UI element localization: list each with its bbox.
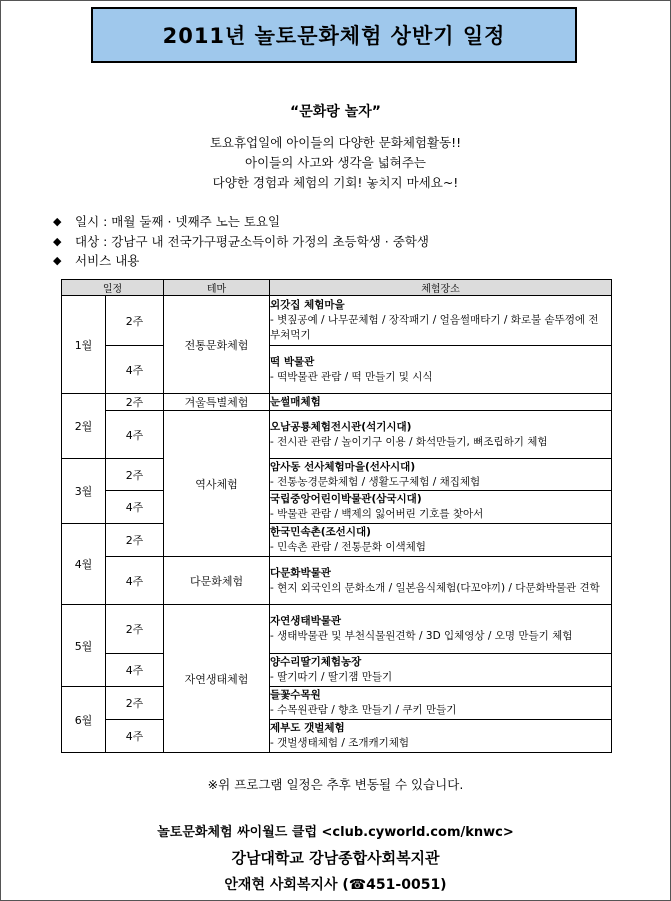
place-cell bbox=[270, 720, 612, 753]
theme-cell: 자연생태체험 bbox=[164, 605, 270, 753]
place-cell bbox=[270, 654, 612, 687]
header-schedule: 일정 bbox=[62, 280, 164, 296]
place-desc: - 갯벌생태체험 / 조개캐기체험 bbox=[270, 737, 410, 749]
place-name: 외갓집 체험마을 bbox=[270, 299, 345, 311]
place-cell bbox=[270, 346, 612, 394]
week-cell: 2주 bbox=[106, 605, 164, 654]
month-cell: 4월 bbox=[62, 524, 106, 605]
table-row bbox=[62, 687, 612, 720]
place-desc: - 민속촌 관람 / 전통문화 이색체험 bbox=[270, 541, 426, 553]
table-row bbox=[62, 411, 612, 459]
place-name: 다문화박물관 bbox=[270, 566, 331, 579]
header-place: 체험장소 bbox=[270, 280, 612, 296]
header-theme: 테마 bbox=[164, 280, 270, 296]
week-cell: 2주 bbox=[106, 394, 164, 411]
place-desc: - 현지 외국인의 문화소개 / 일본음식체험(다꼬야끼) / 다문화박물관 견학 bbox=[270, 581, 600, 594]
place-name: 눈썰매체험 bbox=[270, 395, 321, 408]
place-desc: - 수목원관람 / 향초 만들기 / 쿠키 만들기 bbox=[270, 704, 457, 716]
month-cell: 2월 bbox=[62, 394, 106, 459]
place-cell bbox=[270, 459, 612, 491]
place-name: 암사동 선사체험마을(선사시대) bbox=[270, 460, 416, 473]
table-row bbox=[62, 346, 612, 394]
place-cell bbox=[270, 687, 612, 720]
month-cell: 5월 bbox=[62, 605, 106, 687]
place-desc: - 떡박물관 관람 / 떡 만들기 및 시식 bbox=[270, 370, 433, 383]
table-row bbox=[62, 654, 612, 687]
table-row bbox=[62, 605, 612, 654]
intro-line: 토요휴업일에 아이들의 다양한 문화체험활동!! bbox=[209, 135, 462, 150]
intro-line: 다양한 경험과 체험의 기회! 놓치지 마세요~! bbox=[212, 175, 459, 190]
week-cell: 4주 bbox=[106, 557, 164, 605]
place-name: 국립중앙어린이박물관(삼국시대) bbox=[270, 493, 422, 505]
place-name: 자연생태박물관 bbox=[270, 615, 342, 627]
info-item-target bbox=[53, 232, 429, 252]
intro-line: 아이들의 사고와 생각을 넓혀주는 bbox=[245, 155, 426, 170]
table-row bbox=[62, 394, 612, 411]
footer-club-link: 놀토문화체험 싸이월드 클럽 <club.cyworld.com/knwc> bbox=[157, 825, 514, 840]
place-name: 오남공룡체험전시관(석기시대) bbox=[270, 420, 412, 433]
theme-cell: 전통문화체험 bbox=[164, 296, 270, 394]
place-name: 들꽃수목원 bbox=[270, 689, 321, 701]
place-desc: - 딸기따기 / 딸기잼 만들기 bbox=[270, 671, 393, 683]
info-text: 일시 : 매월 둘째 · 넷째주 노는 토요일 bbox=[75, 214, 281, 229]
info-item-date bbox=[53, 212, 429, 232]
footer-organization: 강남대학교 강남종합사회복지관 bbox=[231, 849, 440, 867]
place-cell bbox=[270, 411, 612, 459]
place-cell bbox=[270, 605, 612, 654]
month-cell: 6월 bbox=[62, 687, 106, 753]
place-cell bbox=[270, 394, 612, 411]
place-name: 제부도 갯벌체험 bbox=[270, 722, 345, 734]
info-item-service bbox=[53, 251, 429, 271]
diamond-bullet-icon: ◆ bbox=[53, 234, 62, 248]
place-cell bbox=[270, 524, 612, 557]
place-cell bbox=[270, 557, 612, 605]
week-cell: 4주 bbox=[106, 654, 164, 687]
week-cell: 4주 bbox=[106, 411, 164, 459]
place-cell bbox=[270, 491, 612, 524]
schedule-table bbox=[61, 279, 612, 753]
place-name: 한국민속촌(조선시대) bbox=[270, 526, 371, 538]
place-desc: - 박물관 관람 / 백제의 잃어버린 기호를 찾아서 bbox=[270, 508, 484, 520]
place-name: 떡 박물관 bbox=[270, 355, 315, 368]
theme-cell: 겨울특별체험 bbox=[164, 394, 270, 411]
schedule-note: ※위 프로그램 일정은 추후 변동될 수 있습니다. bbox=[207, 777, 464, 792]
week-cell: 2주 bbox=[106, 524, 164, 557]
week-cell: 4주 bbox=[106, 491, 164, 524]
info-text: 서비스 내용 bbox=[75, 253, 140, 268]
place-name: 양수리딸기체험농장 bbox=[270, 656, 362, 668]
week-cell: 4주 bbox=[106, 720, 164, 753]
place-desc: - 볏짚공예 / 나무꾼체험 / 장작패기 / 얼음썰매타기 / 화로불 솥뚜껑에 전 부쳐먹기 bbox=[270, 314, 599, 341]
diamond-bullet-icon: ◆ bbox=[53, 215, 62, 228]
theme-cell: 역사체험 bbox=[164, 411, 270, 557]
week-cell: 2주 bbox=[106, 687, 164, 720]
week-cell: 2주 bbox=[106, 459, 164, 491]
place-desc: - 전통농경문화체험 / 생활도구체험 / 채집체험 bbox=[270, 475, 481, 488]
title-banner bbox=[91, 7, 577, 63]
month-cell: 1월 bbox=[62, 296, 106, 394]
info-list bbox=[53, 212, 429, 271]
theme-cell: 다문화체험 bbox=[164, 557, 270, 605]
place-desc: - 생태박물관 및 부천식물원견학 / 3D 입체영상 / 오명 만들기 체험 bbox=[270, 630, 573, 642]
place-cell bbox=[270, 296, 612, 346]
slogan: “문화랑 놀자” bbox=[290, 104, 381, 120]
table-row bbox=[62, 459, 612, 491]
diamond-bullet-icon: ◆ bbox=[53, 254, 62, 267]
table-row bbox=[62, 491, 612, 524]
table-header-row bbox=[62, 280, 612, 296]
place-desc: - 전시관 관람 / 놀이기구 이용 / 화석만들기, 뼈조립하기 체험 bbox=[270, 435, 548, 448]
table-row bbox=[62, 524, 612, 557]
page-title: 2011년 놀토문화체험 상반기 일정 bbox=[162, 24, 506, 48]
month-cell: 3월 bbox=[62, 459, 106, 524]
table-row bbox=[62, 296, 612, 346]
table-row bbox=[62, 720, 612, 753]
intro-text bbox=[1, 133, 670, 193]
info-text: 대상 : 강남구 내 전국가구평균소득이하 가정의 초등학생 · 중학생 bbox=[75, 233, 429, 249]
week-cell: 4주 bbox=[106, 346, 164, 394]
table-row bbox=[62, 557, 612, 605]
week-cell: 2주 bbox=[106, 296, 164, 346]
footer-contact: 안재현 사회복지사 (☎451-0051) bbox=[224, 877, 447, 893]
